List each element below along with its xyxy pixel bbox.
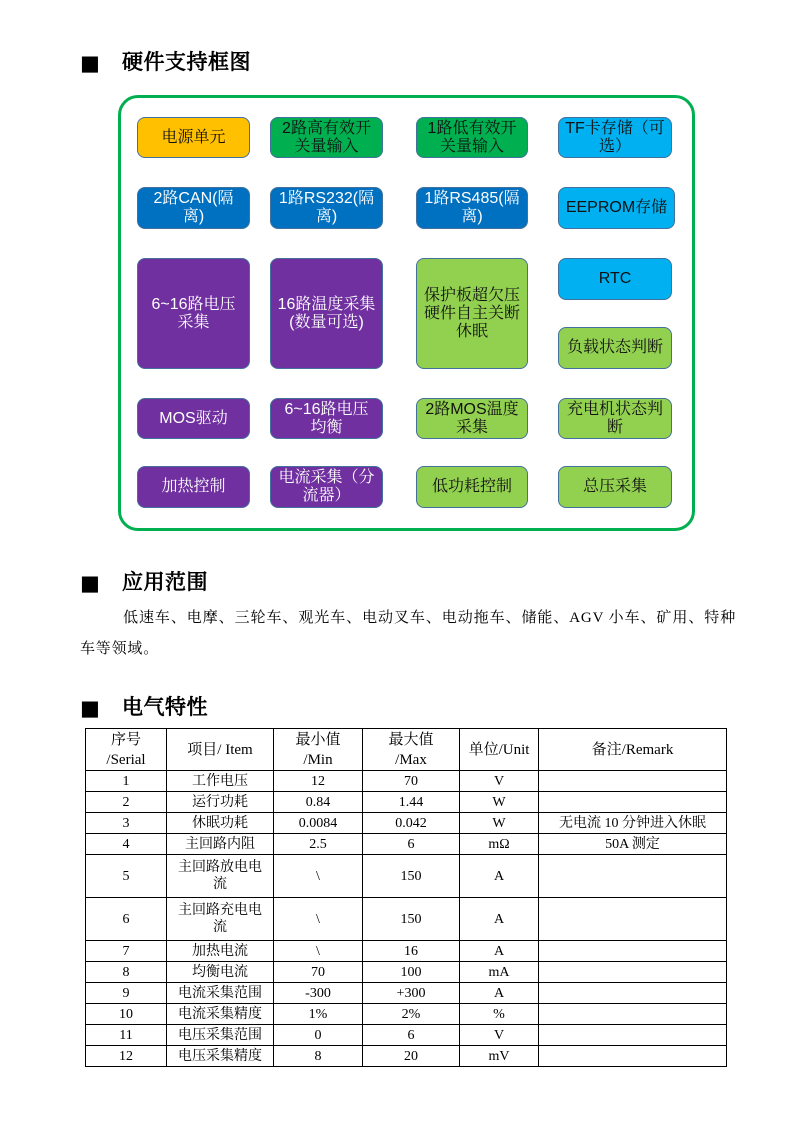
section-marker: ■: [80, 696, 100, 720]
table-row: [86, 898, 727, 941]
cell-min: 0: [274, 1025, 363, 1046]
block-hardware-protection-shutdown: 保护板超欠压硬件自主关断休眠: [416, 258, 528, 369]
block-load-status-detection: 负载状态判断: [558, 327, 672, 369]
section-title: 硬件支持框图: [122, 51, 251, 74]
cell-max: 6: [363, 1025, 460, 1046]
cell-remark: [539, 898, 727, 941]
table-row: [86, 855, 727, 898]
cell-max: 0.042: [363, 813, 460, 834]
block-cell-voltage-acquisition: 6~16路电压采集: [137, 258, 250, 369]
table-row: [86, 792, 727, 813]
header-item: 项目/ Item: [167, 729, 274, 771]
cell-unit: A: [460, 855, 539, 898]
block-total-voltage-acquisition: 总压采集: [558, 466, 672, 508]
cell-remark: 50A 测定: [539, 834, 727, 855]
cell-min: \: [274, 855, 363, 898]
cell-item: 电压采集精度: [167, 1046, 274, 1067]
header-remark: 备注/Remark: [539, 729, 727, 771]
cell-max: 150: [363, 855, 460, 898]
cell-min: 8: [274, 1046, 363, 1067]
block-heating-control: 加热控制: [137, 466, 250, 508]
cell-serial: 1: [86, 771, 167, 792]
cell-remark: [539, 1025, 727, 1046]
cell-min: \: [274, 898, 363, 941]
table-row: [86, 962, 727, 983]
cell-min: \: [274, 941, 363, 962]
cell-min: 2.5: [274, 834, 363, 855]
section-marker: ■: [80, 51, 100, 75]
block-current-acquisition-shunt: 电流采集（分流器）: [270, 466, 383, 508]
block-tf-card-storage: TF卡存储（可选）: [558, 117, 672, 158]
table-row: [86, 1025, 727, 1046]
cell-serial: 12: [86, 1046, 167, 1067]
block-mos-driver: MOS驱动: [137, 398, 250, 439]
header-serial: 序号 /Serial: [86, 729, 167, 771]
block-cell-balancing: 6~16路电压均衡: [270, 398, 383, 439]
table-row: [86, 1046, 727, 1067]
block-1ch-rs485-isolated: 1路RS485(隔离): [416, 187, 528, 229]
cell-serial: 2: [86, 792, 167, 813]
cell-item: 电压采集范围: [167, 1025, 274, 1046]
block-2ch-can-isolated: 2路CAN(隔离): [137, 187, 250, 229]
cell-serial: 4: [86, 834, 167, 855]
cell-min: 70: [274, 962, 363, 983]
cell-min: 0.84: [274, 792, 363, 813]
cell-item: 运行功耗: [167, 792, 274, 813]
header-unit: 单位/Unit: [460, 729, 539, 771]
cell-serial: 5: [86, 855, 167, 898]
cell-item: 主回路内阻: [167, 834, 274, 855]
cell-remark: [539, 771, 727, 792]
header-min: 最小值 /Min: [274, 729, 363, 771]
block-power-unit: 电源单元: [137, 117, 250, 158]
cell-unit: V: [460, 1025, 539, 1046]
cell-serial: 8: [86, 962, 167, 983]
cell-max: 20: [363, 1046, 460, 1067]
table-row: [86, 813, 727, 834]
cell-remark: [539, 1046, 727, 1067]
cell-serial: 3: [86, 813, 167, 834]
block-low-power-control: 低功耗控制: [416, 466, 528, 508]
cell-max: 100: [363, 962, 460, 983]
table-row: [86, 834, 727, 855]
header-max: 最大值 /Max: [363, 729, 460, 771]
cell-item: 加热电流: [167, 941, 274, 962]
cell-max: 2%: [363, 1004, 460, 1025]
cell-item: 主回路充电电流: [167, 898, 274, 941]
cell-item: 均衡电流: [167, 962, 274, 983]
section-marker: ■: [80, 571, 100, 595]
cell-min: 0.0084: [274, 813, 363, 834]
block-1ch-active-low-switch-input: 1路低有效开关量输入: [416, 117, 528, 158]
cell-max: 70: [363, 771, 460, 792]
application-scope-paragraph: 低速车、电摩、三轮车、观光车、电动叉车、电动拖车、储能、AGV 小车、矿用、特种车等领域。: [80, 610, 736, 657]
cell-max: 6: [363, 834, 460, 855]
cell-remark: [539, 983, 727, 1004]
cell-unit: A: [460, 941, 539, 962]
cell-item: 休眠功耗: [167, 813, 274, 834]
cell-item: 电流采集精度: [167, 1004, 274, 1025]
section-heading-hardware: [80, 49, 251, 77]
table-header-row: [86, 729, 727, 771]
cell-serial: 6: [86, 898, 167, 941]
section-title: 电气特性: [122, 696, 208, 719]
cell-min: -300: [274, 983, 363, 1004]
cell-remark: [539, 792, 727, 813]
cell-max: 150: [363, 898, 460, 941]
cell-unit: A: [460, 898, 539, 941]
cell-item: 电流采集范围: [167, 983, 274, 1004]
cell-remark: [539, 855, 727, 898]
cell-item: 工作电压: [167, 771, 274, 792]
cell-item: 主回路放电电流: [167, 855, 274, 898]
cell-remark: 无电流 10 分钟进入休眠: [539, 813, 727, 834]
cell-unit: W: [460, 792, 539, 813]
section-heading-application: [80, 569, 208, 597]
cell-remark: [539, 962, 727, 983]
cell-min: 1%: [274, 1004, 363, 1025]
table-row: [86, 983, 727, 1004]
cell-serial: 11: [86, 1025, 167, 1046]
cell-unit: A: [460, 983, 539, 1004]
block-1ch-rs232-isolated: 1路RS232(隔离): [270, 187, 383, 229]
block-2ch-active-high-switch-input: 2路高有效开关量输入: [270, 117, 383, 158]
cell-max: 16: [363, 941, 460, 962]
table-row: [86, 1004, 727, 1025]
cell-min: 12: [274, 771, 363, 792]
cell-serial: 10: [86, 1004, 167, 1025]
block-charger-status-detection: 充电机状态判断: [558, 398, 672, 439]
cell-unit: V: [460, 771, 539, 792]
block-temperature-acquisition: 16路温度采集(数量可选): [270, 258, 383, 369]
section-title: 应用范围: [122, 571, 208, 594]
block-mos-temperature-acquisition: 2路MOS温度采集: [416, 398, 528, 439]
cell-unit: mΩ: [460, 834, 539, 855]
block-rtc: RTC: [558, 258, 672, 300]
cell-max: +300: [363, 983, 460, 1004]
cell-unit: W: [460, 813, 539, 834]
cell-remark: [539, 941, 727, 962]
table-row: [86, 771, 727, 792]
cell-unit: %: [460, 1004, 539, 1025]
block-eeprom-storage: EEPROM存储: [558, 187, 675, 229]
section-heading-electrical: [80, 694, 208, 722]
cell-serial: 7: [86, 941, 167, 962]
cell-serial: 9: [86, 983, 167, 1004]
cell-unit: mV: [460, 1046, 539, 1067]
electrical-characteristics-table: [85, 728, 727, 1067]
cell-unit: mA: [460, 962, 539, 983]
cell-remark: [539, 1004, 727, 1025]
cell-max: 1.44: [363, 792, 460, 813]
table-row: [86, 941, 727, 962]
